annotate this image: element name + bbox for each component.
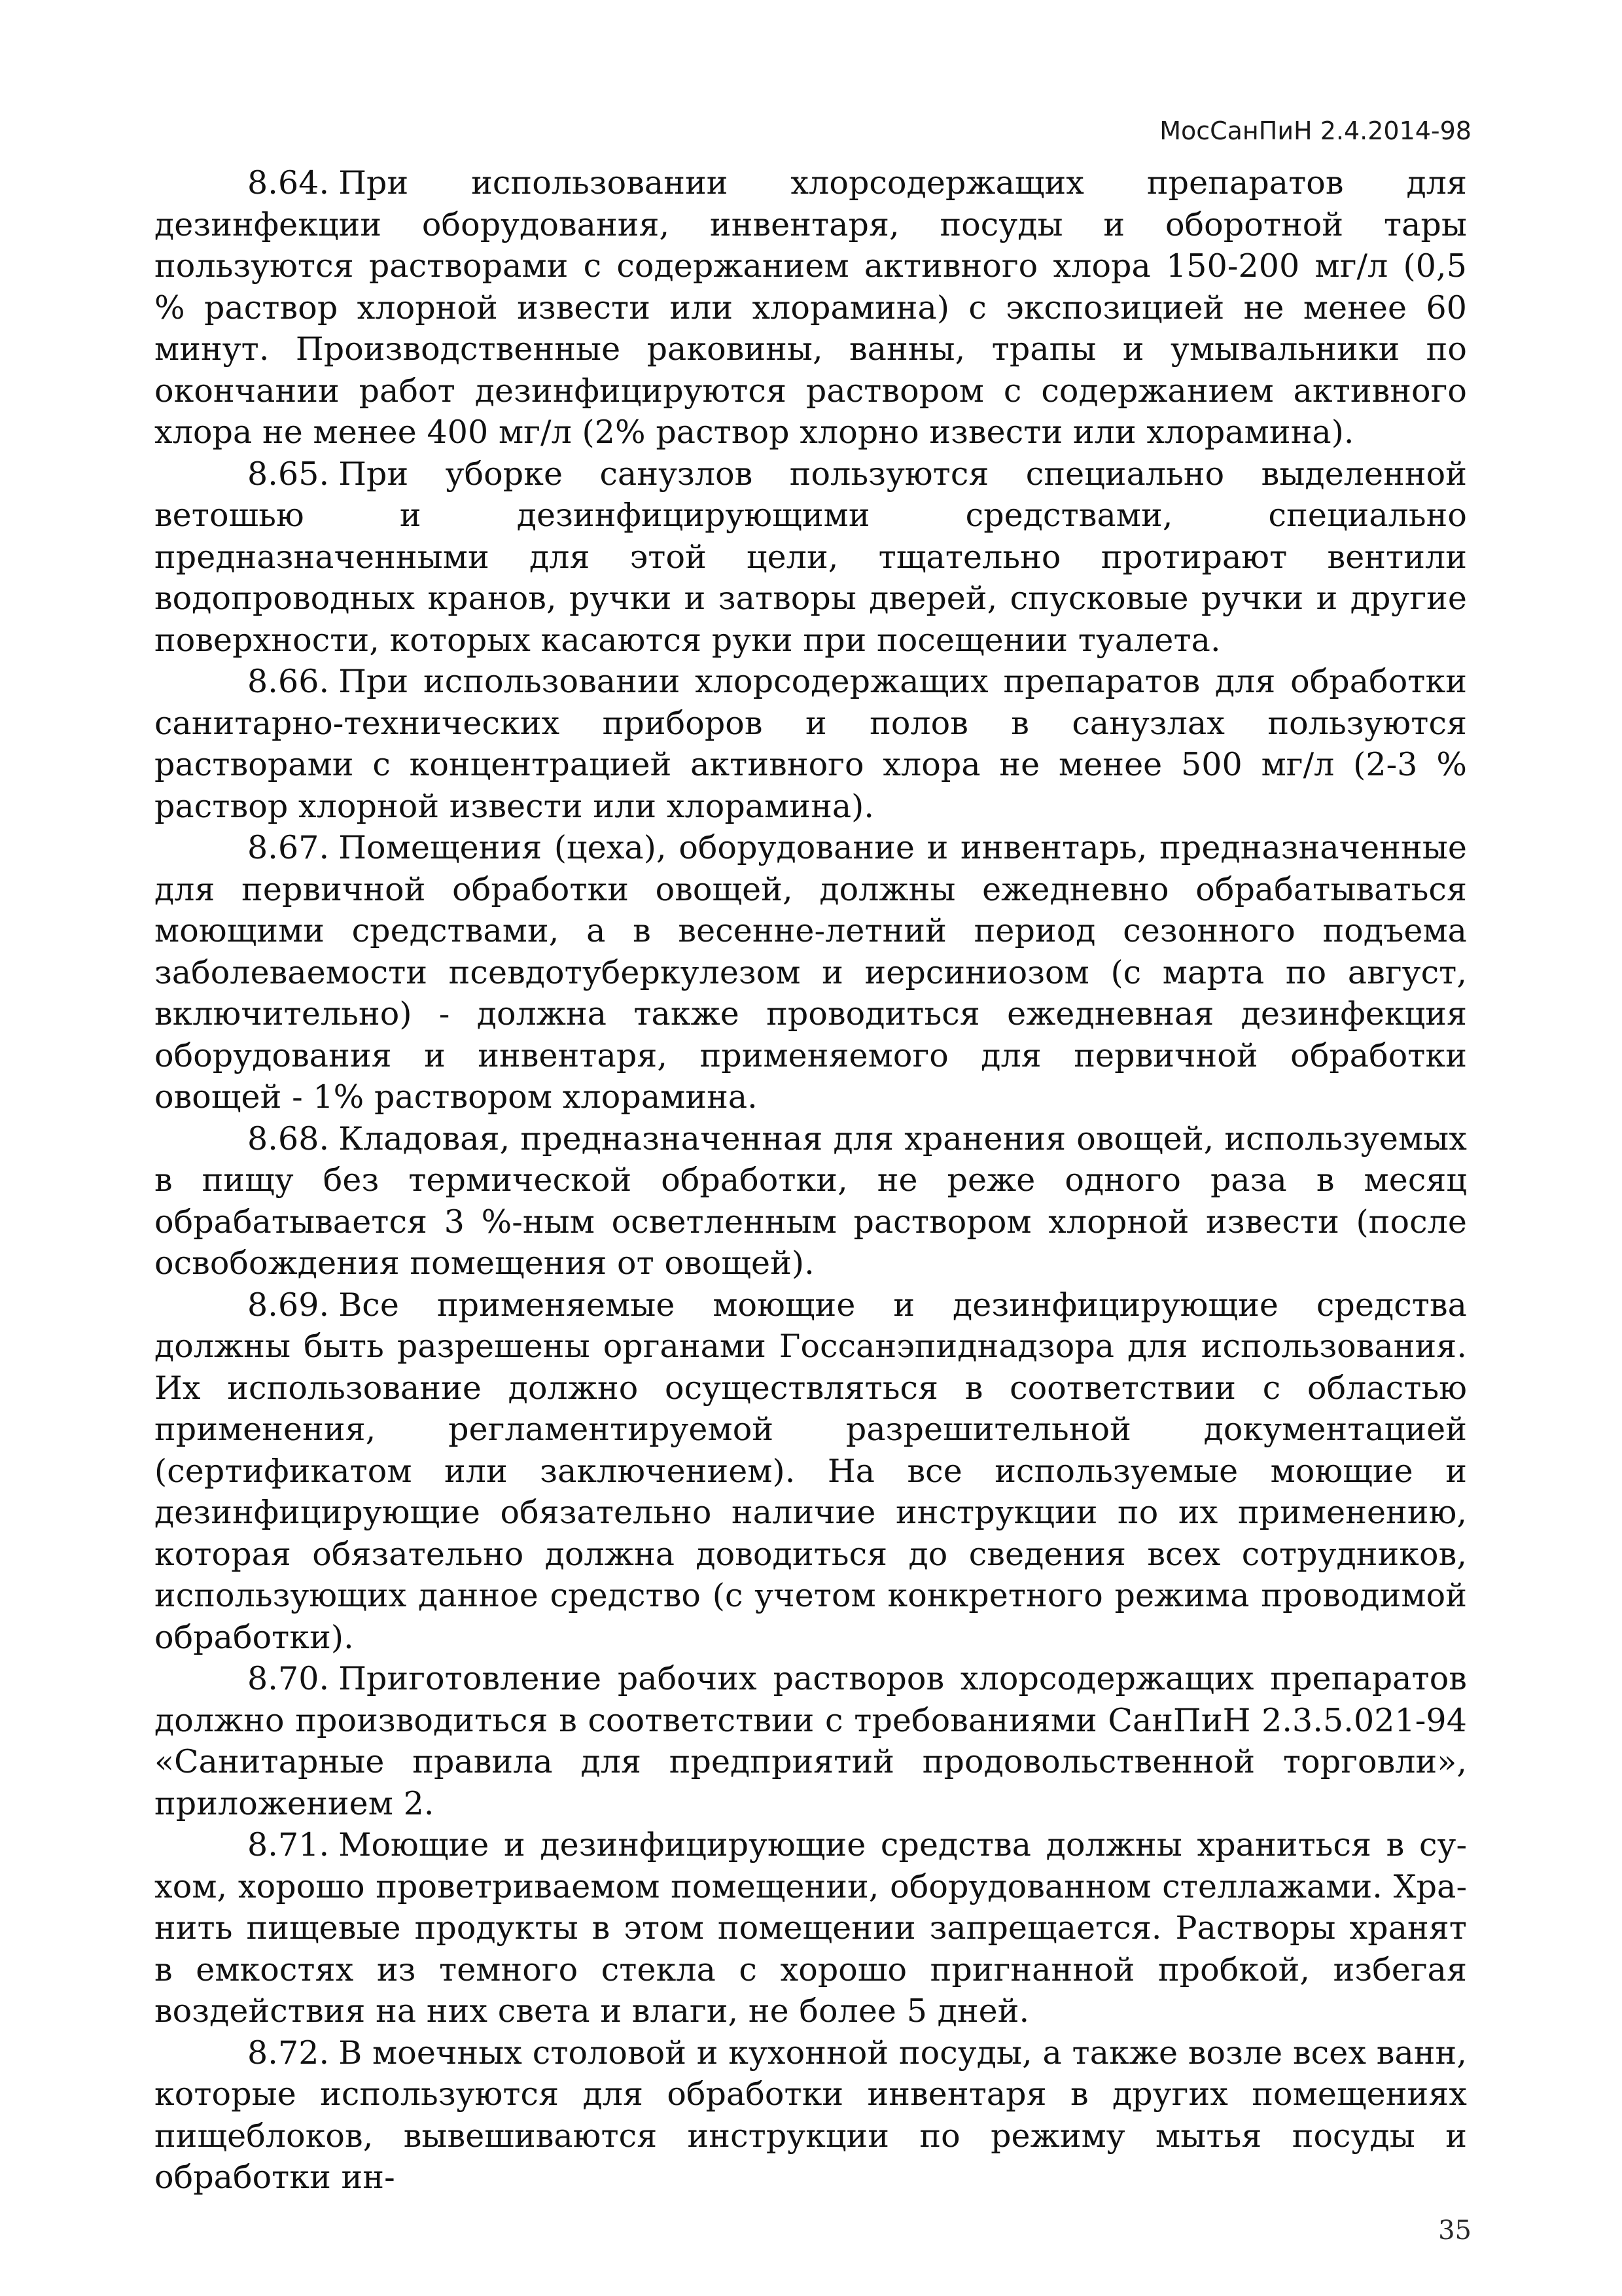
paragraph-number: 8.69. xyxy=(247,1286,330,1324)
paragraph-8-69 xyxy=(154,1284,1467,1659)
paragraph-8-71 xyxy=(154,1824,1467,2032)
paragraph-number: 8.71. xyxy=(247,1826,330,1863)
paragraph-number: 8.66. xyxy=(247,663,330,700)
paragraph-number: 8.72. xyxy=(247,2034,330,2072)
paragraph-text: При использовании хлорсодержащих препаратов для дезинфекции оборудования, инвентаря, посуды и оборотной тары пользуются растворами с содержанием активного хлора 150-200 мг/л (0,5 % раствор хлорной извести или хлорамина) с экспозицией не менее 60 минут. Производственные раковины, ванны, трапы и умывальники по окончании работ дезинфицируются раствором с содержанием активного хлора не менее 400 мг/л (2% раствор хлорно извести или хлорамина). xyxy=(154,164,1467,451)
document-header-code: МосСанПиН 2.4.2014-98 xyxy=(1159,116,1472,145)
paragraph-number: 8.67. xyxy=(247,829,330,866)
paragraph-number: 8.70. xyxy=(247,1660,330,1697)
paragraph-8-68 xyxy=(154,1118,1467,1284)
paragraph-number: 8.68. xyxy=(247,1120,330,1157)
paragraph-8-66 xyxy=(154,661,1467,827)
document-body xyxy=(154,162,1467,2199)
paragraph-8-64 xyxy=(154,162,1467,453)
paragraph-text: Моющие и дезинфицирующие средства должны храниться в сухом, хорошо проветриваемом помещении, оборудованном стеллажами. Хранить пищевые продукты в этом помещении запрещается. Растворы хранят в емкостях из темного стекла с хорошо пригнанной пробкой, избегая воздействия на них света и влаги, не более 5 дней. xyxy=(154,1826,1467,2030)
page-number: 35 xyxy=(1438,2216,1472,2246)
paragraph-number: 8.65. xyxy=(247,455,330,493)
paragraph-text: Помещения (цеха), оборудование и инвентарь, предназначенные для первичной обработки овощей, должны ежедневно обрабатываться моющими средствами, а в весенне-летний период сезонного подъема заболеваемости псевдотуберкулезом и иерсиниозом (с марта по август, включительно) - должна также проводиться ежедневная дезинфекция оборудования и инвентаря, применяемого для первичной обработки овощей - 1% раствором хлорамина. xyxy=(154,829,1467,1116)
paragraph-8-72 xyxy=(154,2032,1467,2199)
paragraph-text: При использовании хлорсодержащих препаратов для обработки санитарно-технических приборов и полов в санузлах пользуются растворами с концентрацией активного хлора не менее 500 мг/л (2-3 % раствор хлорной извести или хлорамина). xyxy=(154,663,1467,825)
paragraph-text: При уборке санузлов пользуются специально выделенной ветошью и дезинфицирующими средствами, специально предназначенными для этой цели, тщательно протирают вентили водопроводных кранов, ручки и затворы дверей, спусковые ручки и другие поверхности, которых касаются руки при посещении туалета. xyxy=(154,455,1467,659)
paragraph-8-67 xyxy=(154,827,1467,1118)
paragraph-text: Приготовление рабочих растворов хлорсодержащих препаратов должно производиться в соответствии с требованиями СанПиН 2.3.5.021-94 «Санитарные правила для предприятий продовольственной торговли», приложением 2. xyxy=(154,1660,1467,1822)
paragraph-number: 8.64. xyxy=(247,164,330,202)
paragraph-text: Кладовая, предназначенная для хранения овощей, используемых в пищу без термической обработки, не реже одного раза в месяц обрабатывается 3 %-ным осветленным раствором хлорной извести (после освобождения помещения от овощей). xyxy=(154,1120,1467,1282)
paragraph-8-70 xyxy=(154,1658,1467,1824)
paragraph-text: Все применяемые моющие и дезинфицирующие средства должны быть разрешены органами Госсанэпиднадзора для использования. Их использование должно осуществляться в соответствии с областью применения, регламентируемой разрешительной документацией (сертификатом или заключением). На все используемые моющие и дезинфицирующие обязательно наличие инструкции по их применению, которая обязательно должна доводиться до сведения всех сотрудников, использующих данное средство (с учетом конкретного режима проводимой обработки). xyxy=(154,1286,1467,1656)
paragraph-text: В моечных столовой и кухонной посуды, а также возле всех ванн, которые используются для обработки инвентаря в других помещениях пищеблоков, вывешиваются инструкции по режиму мытья посуды и обработки ин- xyxy=(154,2034,1467,2196)
paragraph-8-65 xyxy=(154,453,1467,662)
